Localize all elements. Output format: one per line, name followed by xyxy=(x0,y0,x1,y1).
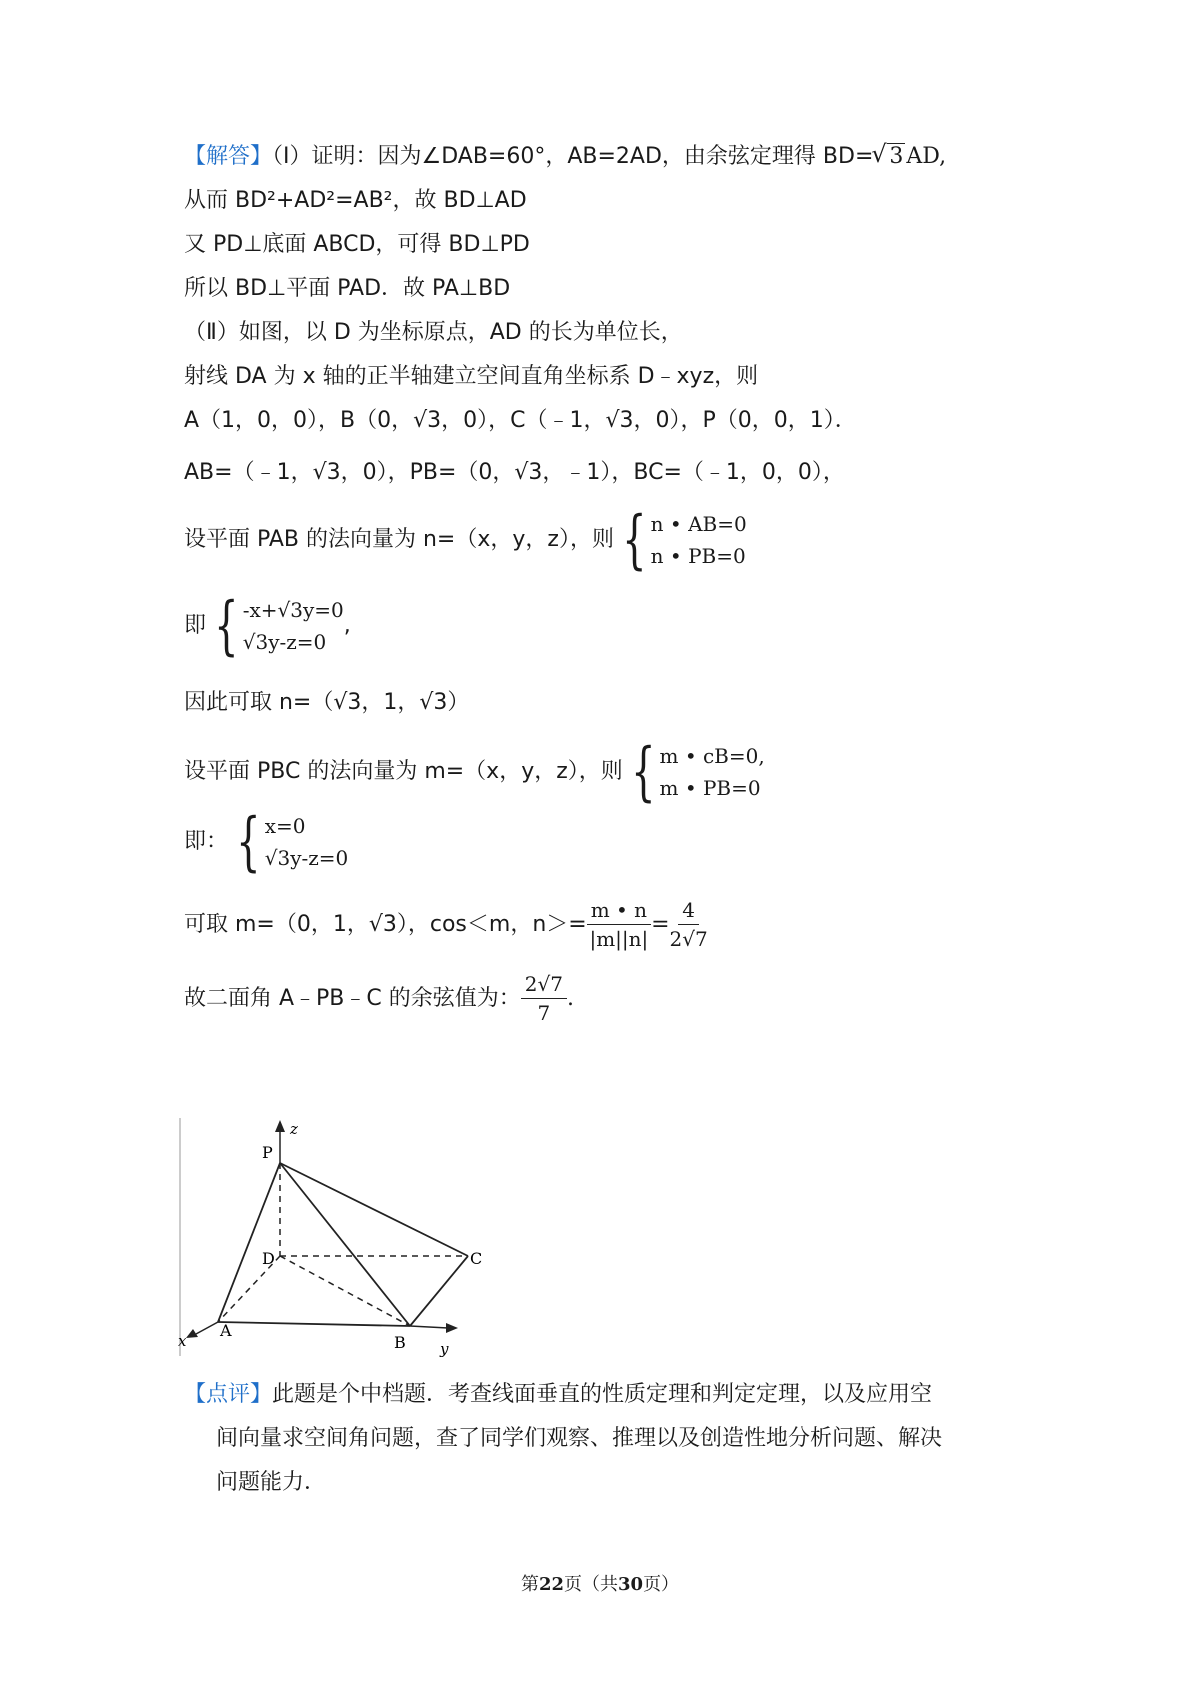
equation-system-3: { m • cB=0, m • PB=0 xyxy=(630,735,765,809)
solution-line-2: 从而 BD²+AD²=AB²，故 BD⊥AD xyxy=(184,188,527,213)
equation-row: m • PB=0 xyxy=(659,776,761,800)
equation-system-1: { n • AB=0 n • PB=0 xyxy=(622,503,747,577)
edge-PC xyxy=(280,1163,468,1256)
solution-line-15: 故二面角 A﹣PB﹣C 的余弦值为： $\frac{2√7}{7}$ . xyxy=(184,972,574,1025)
equation-row: -x+√3y=0 xyxy=(242,598,344,622)
equation-row: n • PB=0 xyxy=(650,544,746,568)
fraction-cos-value: $\frac{4}{2√7}$ xyxy=(669,898,708,951)
edge-AB xyxy=(218,1322,410,1326)
comment-line-2: 间向量求空间角问题，查了同学们观察、推理以及创造性地分析问题、解决 xyxy=(216,1426,943,1451)
label-C: C xyxy=(470,1249,483,1268)
label-z: z xyxy=(290,1120,298,1138)
solution-line-6: 射线 DA 为 x 轴的正半轴建立空间直角坐标系 D﹣xyz，则 xyxy=(184,364,759,389)
equation-row: √3y-z=0 xyxy=(242,630,327,654)
label-A: A xyxy=(220,1321,232,1340)
x-axis xyxy=(196,1322,218,1334)
solution-line-9 xyxy=(184,503,747,577)
solution-line-12 xyxy=(184,735,765,809)
solution-line-10: 即 { -x+√3y=0 √3y-z=0 , xyxy=(184,589,351,663)
page-number: 22 xyxy=(538,1574,564,1595)
solution-line-5: （Ⅱ）如图，以 D 为坐标原点，AD 的长为单位长， xyxy=(184,320,683,345)
page-total: 30 xyxy=(618,1574,644,1595)
label-x: x xyxy=(178,1332,187,1350)
y-axis xyxy=(410,1326,448,1328)
line-text: 设平面 PBC 的法向量为 m=（x，y，z），则 xyxy=(184,759,623,784)
label-D: D xyxy=(262,1249,275,1268)
equation-row: √3y-z=0 xyxy=(264,846,349,870)
label-y: y xyxy=(440,1340,449,1358)
edge-PA xyxy=(218,1163,280,1322)
equation-system-2: { -x+√3y=0 √3y-z=0 xyxy=(214,589,344,663)
solution-line-13 xyxy=(184,805,349,879)
equation-row: x=0 xyxy=(264,814,306,838)
line-text: 可取 m=（0，1，√3），cos＜m，n＞= xyxy=(184,911,587,937)
solution-tag: 【解答】 xyxy=(184,144,273,169)
solution-line-11: 因此可取 n=（√3，1，√3） xyxy=(184,690,470,715)
edge-BC xyxy=(410,1256,468,1326)
comment-line-1 xyxy=(184,1380,932,1410)
line-text: （Ⅰ）证明：因为∠DAB=60°，AB=2AD，由余弦定理得 BD= xyxy=(272,144,874,169)
line-text: 故二面角 A﹣PB﹣C 的余弦值为： xyxy=(184,985,521,1011)
z-axis-arrow xyxy=(275,1120,285,1132)
geometry-figure xyxy=(178,1118,498,1358)
solution-line-7: A（1，0，0），B（0，√3，0），C（﹣1，√3，0），P（0，0，1）． xyxy=(184,408,857,433)
fraction-answer: $\frac{2√7}{7}$ xyxy=(521,970,567,1027)
fraction-cos: $\frac{m • n}{|m||n|}$ xyxy=(587,896,651,953)
equation-row: n • AB=0 xyxy=(650,512,747,536)
y-axis-arrow xyxy=(446,1323,458,1333)
equation-system-4: { x=0 √3y-z=0 xyxy=(236,805,349,879)
line-text: 即： xyxy=(184,829,229,854)
solution-line-8: AB=（﹣1，√3，0），PB=（0，√3，﹣1），BC=（﹣1，0，0）， xyxy=(184,460,845,485)
sqrt-expr: √ 3 xyxy=(873,142,905,172)
edge-PB xyxy=(280,1163,410,1326)
page-footer: 第22页（共30页） xyxy=(520,1574,680,1595)
line-tail: AD, xyxy=(906,144,947,169)
comment-line-3: 问题能力． xyxy=(216,1470,327,1495)
label-B: B xyxy=(394,1333,406,1352)
solution-line-1 xyxy=(184,142,946,172)
solution-line-3: 又 PD⊥底面 ABCD，可得 BD⊥PD xyxy=(184,232,530,257)
solution-line-14: 可取 m=（0，1，√3），cos＜m，n＞= $\frac{m • n}{|m||n|}$ = $\frac{4}{2√7}$ xyxy=(184,898,708,951)
solution-line-4: 所以 BD⊥平面 PAD．故 PA⊥BD xyxy=(184,276,511,301)
line-text: 即 xyxy=(184,613,207,638)
line-text: 此题是个中档题．考查线面垂直的性质定理和判定定理，以及应用空 xyxy=(272,1382,933,1407)
line-text: 设平面 PAB 的法向量为 n=（x，y，z），则 xyxy=(184,527,614,552)
edge-DB xyxy=(280,1256,410,1326)
equation-row: m • cB=0, xyxy=(659,744,765,768)
comment-tag: 【点评】 xyxy=(184,1382,273,1407)
label-P: P xyxy=(262,1143,273,1162)
